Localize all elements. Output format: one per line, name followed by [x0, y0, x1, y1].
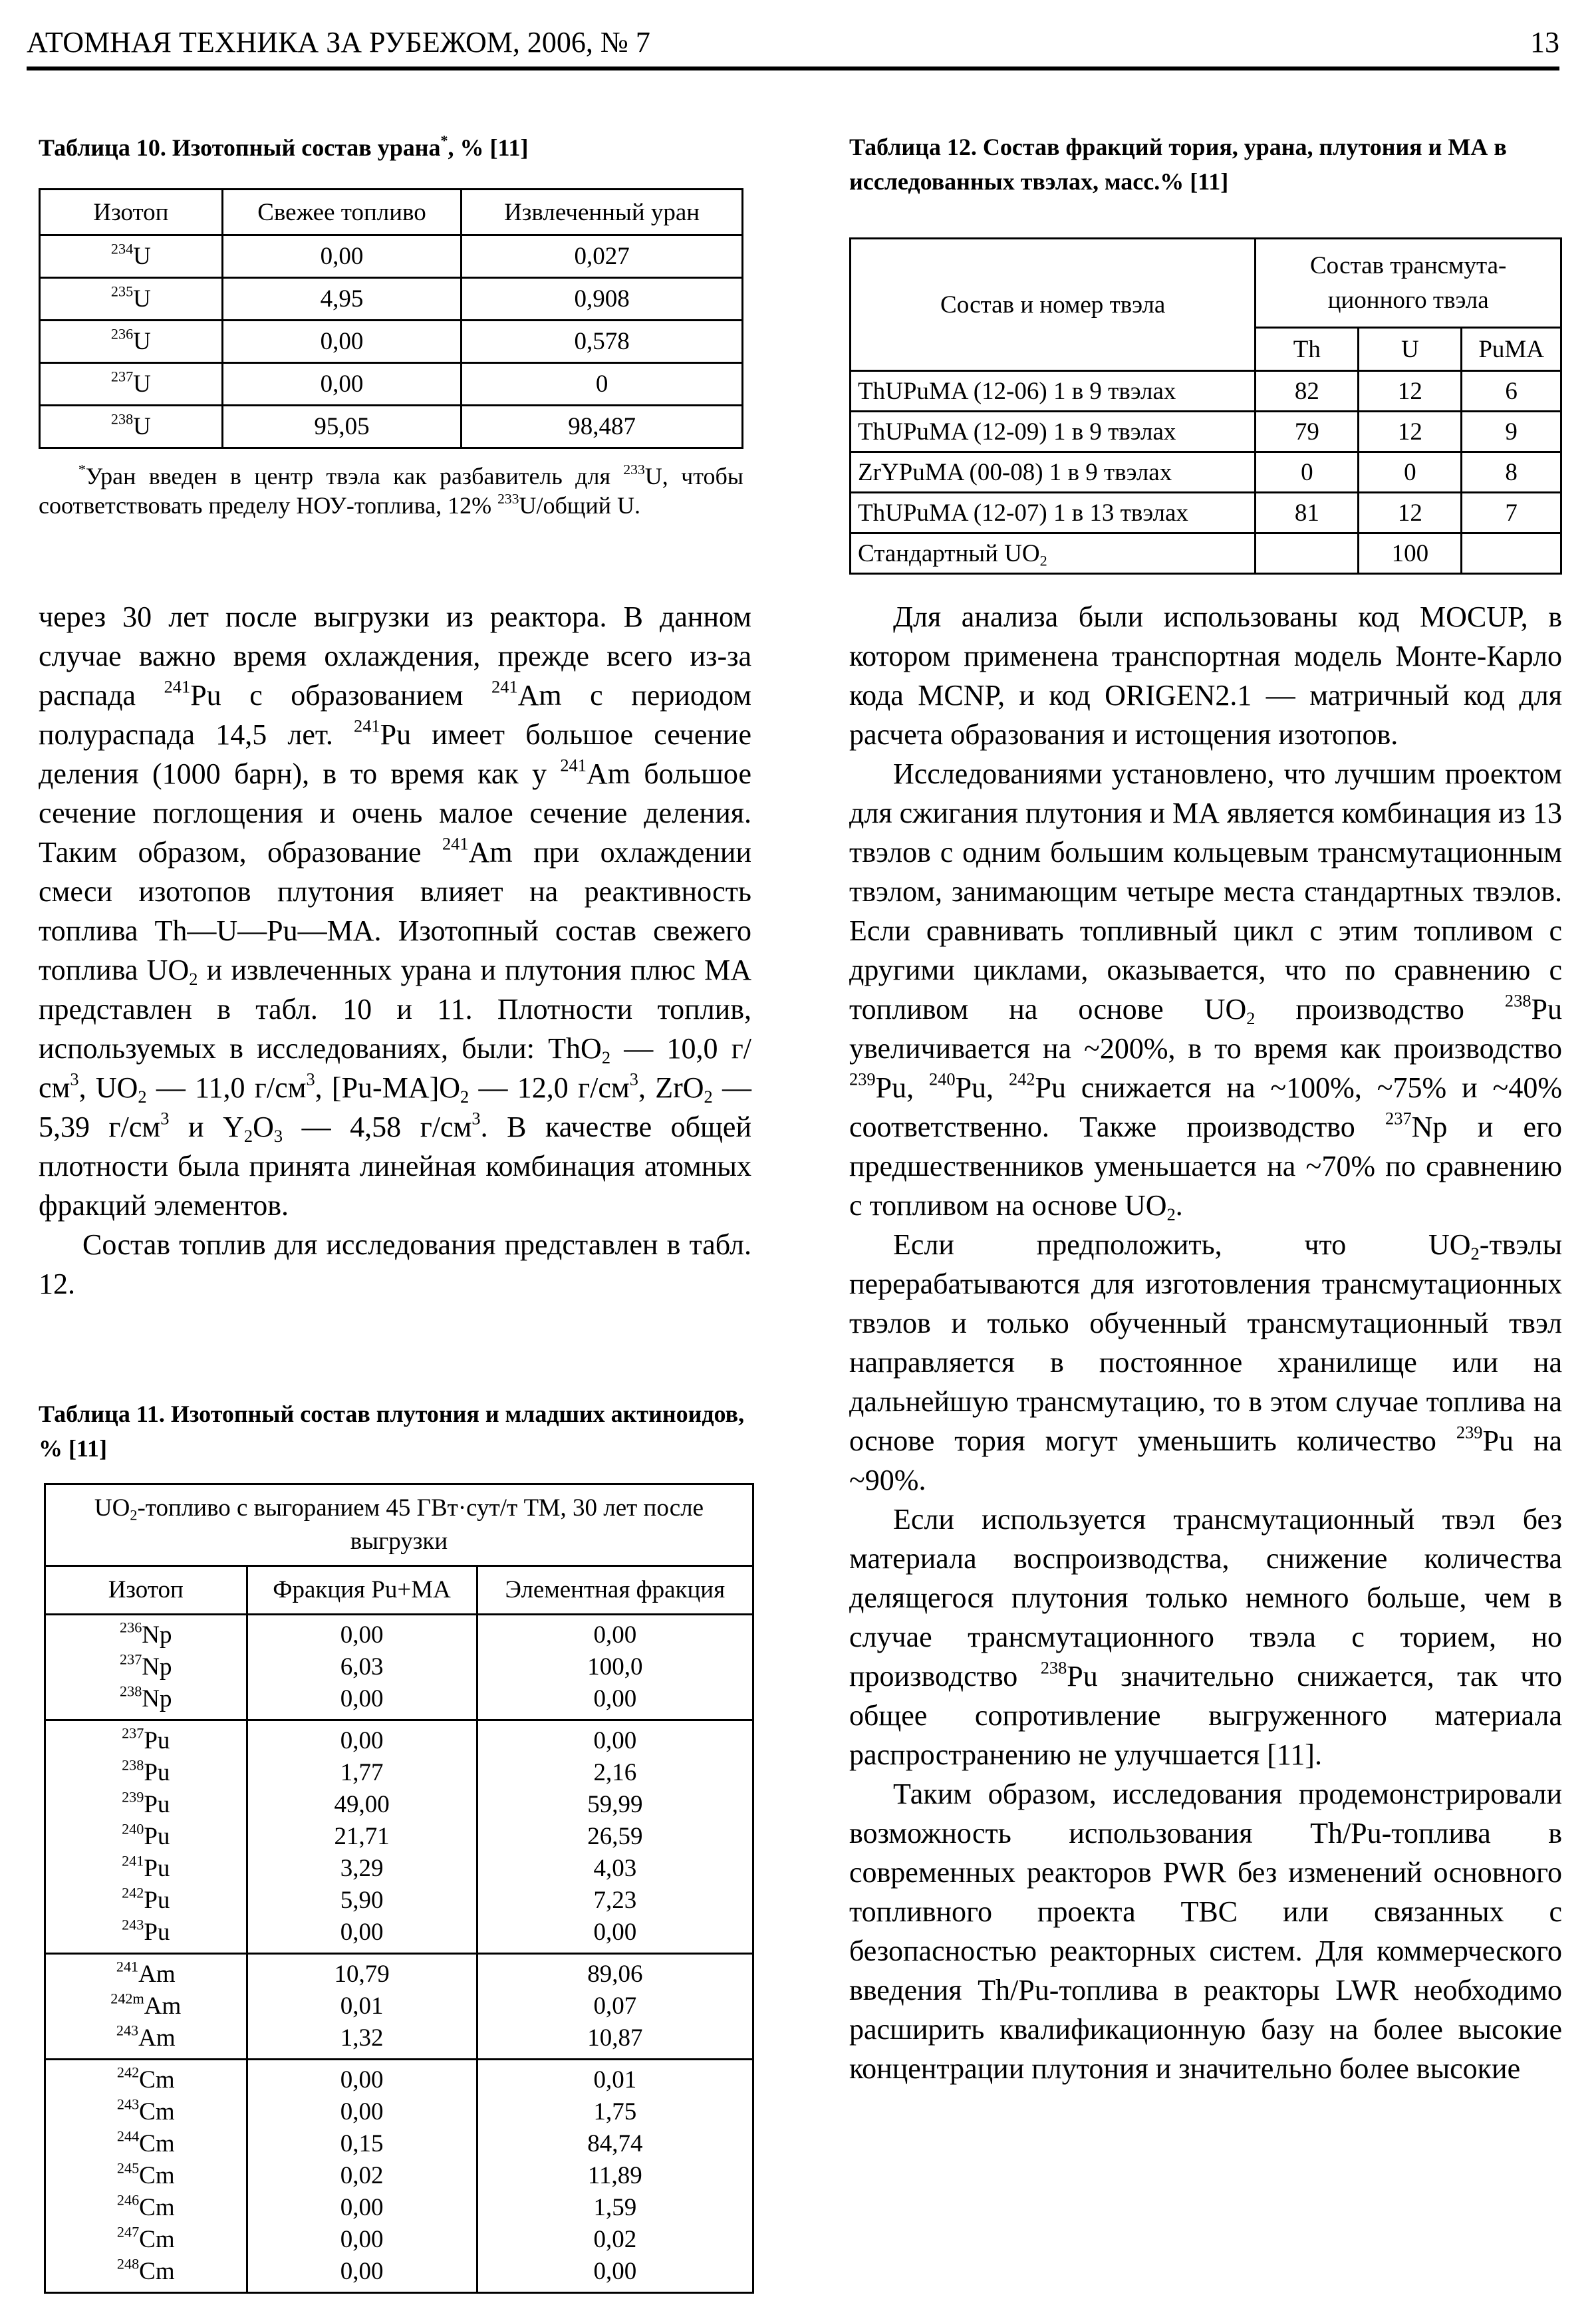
fresh-cell: 0,00: [222, 363, 461, 406]
table-row: [40, 363, 743, 406]
isotope-cell: $^{237}$Pu $^{238}$Pu $^{239}$Pu $^{240}$Pu $^{241}$Pu $^{242}$Pu $^{243}$Pu: [45, 1720, 247, 1954]
recovered-cell: 98,487: [462, 406, 743, 448]
col-header-u: U: [1359, 328, 1462, 371]
col-header-fresh-fuel: Свежее топливо: [222, 190, 461, 235]
fraction-cell: 10,79 0,01 1,32: [247, 1954, 477, 2060]
puma-cell: 6: [1462, 371, 1561, 412]
col-header-group: Состав трансмута- ционного твэла: [1256, 239, 1561, 328]
rod-name-cell: ThUPuMA (12-06) 1 в 9 твэлах: [851, 371, 1256, 412]
isotope-cell: $^{241}$Am $^{242m}$Am $^{243}$Am: [45, 1954, 247, 2060]
col-header-puma: PuMA: [1462, 328, 1561, 371]
table-row: [851, 371, 1561, 412]
fresh-cell: 95,05: [222, 406, 461, 448]
isotope-cell: $^{242}$Cm $^{243}$Cm $^{244}$Cm $^{245}$Cm $^{246}$Cm $^{247}$Cm $^{248}$Cm: [45, 2060, 247, 2293]
u-cell: 100: [1359, 533, 1462, 574]
table10-caption: [39, 130, 757, 165]
isotope-cell: $^{236}$U: [40, 321, 223, 363]
u-cell: 12: [1359, 493, 1462, 533]
table-row-group-np: [45, 1615, 753, 1720]
table-row: [851, 452, 1561, 493]
table-header-row: [45, 1566, 753, 1615]
puma-cell: 9: [1462, 412, 1561, 452]
col-header-rod: Состав и номер твэла: [851, 239, 1256, 371]
col-header-pu-ma-fraction: Фракция Pu+MA: [247, 1566, 477, 1615]
isotope-cell: $^{238}$U: [40, 406, 223, 448]
th-cell: [1256, 533, 1359, 574]
span-header: $UO_2$-топливо с выгоранием 45 ГВт·сут/т ТМ, 30 лет после выгрузки: [45, 1484, 753, 1566]
recovered-cell: 0,027: [462, 235, 743, 278]
element-fraction-cell: 0,00 100,0 0,00: [477, 1615, 753, 1720]
right-column-body: [849, 597, 1562, 2088]
table-span-header-row: [45, 1484, 753, 1566]
th-cell: 82: [1256, 371, 1359, 412]
isotope-cell: $^{236}$Np $^{237}$Np $^{238}$Np: [45, 1615, 247, 1720]
table-row: [40, 235, 743, 278]
paragraph: Если предположить, что $UO_2$-твэлы перерабатываются для изготовления трансмутационных твэлов и только обученный трансмутационный твэл направляется в постоянное хранилище или на дальнейшую трансмутацию, то в этом случае топлива на основе тория могут уменьшить количество $^{239}$Pu на ~90%.: [849, 1228, 1562, 1496]
footnote-mark: *: [440, 132, 448, 149]
table10-footnote: *Уран введен в центр твэла как разбавитель для $^{233}$U, чтобы соответствовать пределу НОУ-топлива, 12% $^{233}$U/общий U.: [39, 461, 743, 519]
puma-cell: 8: [1462, 452, 1561, 493]
rod-name-cell: Стандартный $UO_2$: [851, 533, 1256, 574]
u-cell: 12: [1359, 371, 1462, 412]
paragraph: через 30 лет после выгрузки из реактора. В данном случае важно время охлаждения, прежде всего из-за распада $^{241}$Pu с образованием $^{241}$Am с периодом полураспада 14,5 лет. $^{241}$Pu имеет большое сечение деления (1000 барн), в то время как у $^{241}$Am большое сечение поглощения и очень малое сечение деления. Таким образом, образование $^{241}$Am при охлаждении смеси изотопов плутония влияет на реактивность топлива Th—U—Pu—MA. Изотопный состав свежего топлива $UO_2$ и извлеченных урана и плутония плюс МА представлен в табл. 10 и 11. Плотности топлив, используемых в исследованиях, были: ThO$_2$ — 10,0 $г/см^3$, $UO_2$ — 11,0 $г/см^3$, $[Pu-MA]O_2$ — 12,0 $г/см^3$, ZrO$_2$ — 5,39 $г/см^3$ и $Y_2O_3$ — 4,58 $г/см^3$. В качестве общей плотности была принята линейная комбинация атомных фракций элементов.: [39, 601, 752, 1222]
rod-name-cell: ThUPuMA (12-09) 1 в 9 твэлах: [851, 412, 1256, 452]
paragraph: Таким образом, исследования продемонстрировали возможность использования Th/Pu-топлива в современных реакторов PWR без изменений основного топливного проекта ТВС или связанных с безопасностью реакторных систем. Для коммерческого введения Th/Pu-топлива в реакторы LWR необходимо расширить квалификационную базу на более высокие концентрации плутония и значительно более высокие: [849, 1778, 1562, 2085]
fraction-cell: 0,00 6,03 0,00: [247, 1615, 477, 1720]
isotope-cell: $^{237}$U: [40, 363, 223, 406]
element-fraction-cell: 89,06 0,07 10,87: [477, 1954, 753, 2060]
col-header-isotope: Изотоп: [40, 190, 223, 235]
recovered-cell: 0,578: [462, 321, 743, 363]
table10: [39, 188, 743, 449]
table-row-group-cm: [45, 2060, 753, 2293]
rod-name-cell: ThUPuMA (12-07) 1 в 13 твэлах: [851, 493, 1256, 533]
paragraph: Состав топлив для исследования представлен в табл. 12.: [39, 1228, 751, 1300]
fresh-cell: 4,95: [222, 278, 461, 321]
element-fraction-cell: 0,00 2,16 59,99 26,59 4,03 7,23 0,00: [477, 1720, 753, 1954]
col-header-isotope: Изотоп: [45, 1566, 247, 1615]
table11-caption: Таблица 11. Изотопный состав плутония и младших актиноидов, % [11]: [39, 1401, 745, 1462]
table-row: [851, 493, 1561, 533]
table-row: [40, 278, 743, 321]
puma-cell: 7: [1462, 493, 1561, 533]
fresh-cell: 0,00: [222, 235, 461, 278]
table-row: [40, 406, 743, 448]
table-row-group-pu: [45, 1720, 753, 1954]
header-rule: [27, 67, 1559, 70]
table-row: [40, 321, 743, 363]
puma-cell: [1462, 533, 1561, 574]
fraction-cell: 0,00 0,00 0,15 0,02 0,00 0,00 0,00: [247, 2060, 477, 2293]
table-header-row: [40, 190, 743, 235]
table10-caption-ref: , % [11]: [448, 134, 529, 161]
table11: [44, 1483, 754, 2294]
table-row: [851, 412, 1561, 452]
element-fraction-cell: 0,01 1,75 84,74 11,89 1,59 0,02 0,00: [477, 2060, 753, 2293]
col-header-recovered-uranium: Извлеченный уран: [462, 190, 743, 235]
table10-caption-text: Таблица 10. Изотопный состав урана: [39, 134, 441, 161]
table-row-group-am: [45, 1954, 753, 2060]
recovered-cell: 0,908: [462, 278, 743, 321]
col-header-th: Th: [1256, 328, 1359, 371]
table12: [849, 237, 1562, 575]
paragraph: Если используется трансмутационный твэл без материала воспроизводства, снижение количества делящегося плутония только немного больше, чем в случае трансмутационного твэла с торием, но производство $^{238}$Pu значительно снижается, так что общее сопротивление выгруженного материала распространению не улучшается [11].: [849, 1503, 1563, 1771]
table12-caption: Таблица 12. Состав фракций тория, урана, плутония и МА в исследованных твэлах, масс.% [11]: [849, 134, 1507, 195]
u-cell: 12: [1359, 412, 1462, 452]
col-header-element-fraction: Элементная фракция: [477, 1566, 753, 1615]
th-cell: 81: [1256, 493, 1359, 533]
fraction-cell: 0,00 1,77 49,00 21,71 3,29 5,90 0,00: [247, 1720, 477, 1954]
fresh-cell: 0,00: [222, 321, 461, 363]
left-column-body: [39, 597, 751, 1303]
table-header-row: [851, 239, 1561, 328]
running-header: [27, 25, 1559, 65]
paragraph: Для анализа были использованы код MOCUP, в котором применена транспортная модель Монте-Карло кода MCNP, и код ORIGEN2.1 — матричный код для расчета образования и истощения изотопов.: [849, 601, 1562, 751]
page-number: 13: [1530, 26, 1559, 59]
u-cell: 0: [1359, 452, 1462, 493]
journal-title: АТОМНАЯ ТЕХНИКА ЗА РУБЕЖОМ, 2006, № 7: [27, 26, 650, 59]
isotope-cell: $^{235}$U: [40, 278, 223, 321]
rod-name-cell: ZrYPuMA (00-08) 1 в 9 твэлах: [851, 452, 1256, 493]
isotope-cell: $^{234}$U: [40, 235, 223, 278]
th-cell: 79: [1256, 412, 1359, 452]
table-row: [851, 533, 1561, 574]
recovered-cell: 0: [462, 363, 743, 406]
th-cell: 0: [1256, 452, 1359, 493]
paragraph: Исследованиями установлено, что лучшим проектом для сжигания плутония и МА является комбинация из 13 твэлов с одним большим кольцевым трансмутационным твэлом, занимающим четыре места стандартных твэлов. Если сравнивать топливный цикл с этим топливом с другими циклами, оказывается, что по сравнению с топливом на основе $UO_2$ производство $^{238}$Pu увеличивается на ~200%, в то время как производство $^{239}$Pu, $^{240}$Pu, $^{242}$Pu снижается на ~100%, ~75% и ~40% соответственно. Также производство $^{237}$Np и его предшественников уменьшается на ~70% по сравнению с топливом на основе $UO_2$.: [849, 757, 1563, 1224]
